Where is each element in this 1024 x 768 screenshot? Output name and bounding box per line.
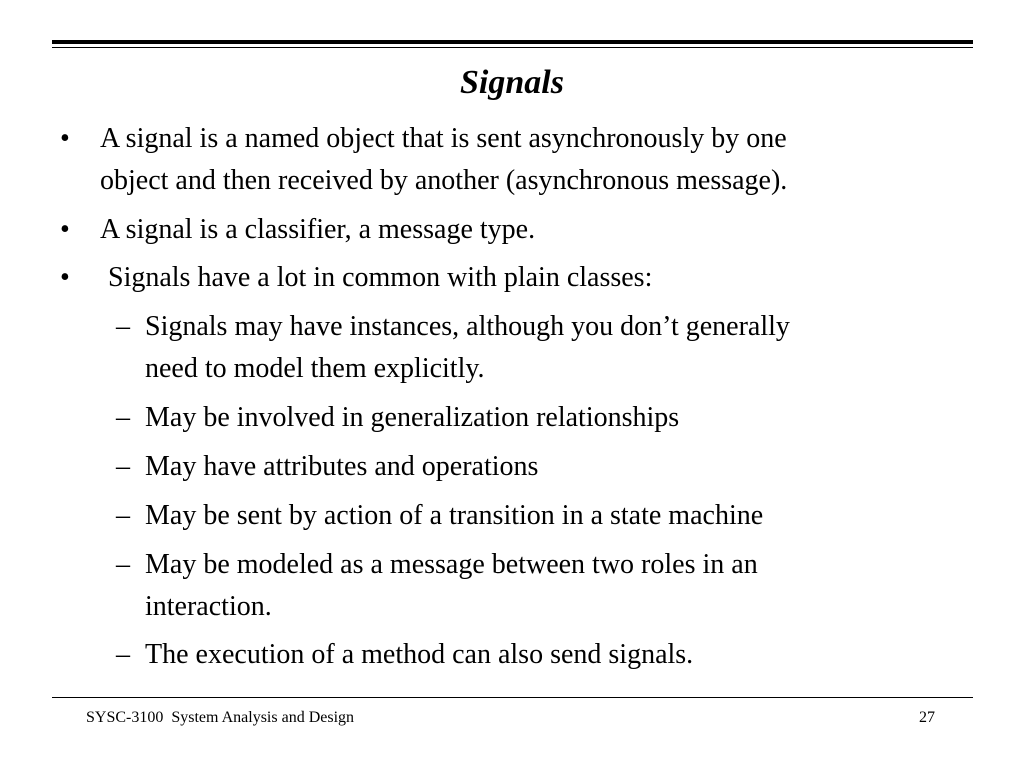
subitem-1-line-2: need to model them explicitly. bbox=[145, 353, 485, 384]
dash-marker: – bbox=[116, 311, 130, 342]
subitem-5-line-2: interaction. bbox=[145, 591, 272, 622]
subitem-1-line-1: Signals may have instances, although you don’t generally bbox=[145, 311, 790, 342]
subitem-2-line-1: May be involved in generalization relationships bbox=[145, 402, 680, 433]
bullet-marker: • bbox=[60, 214, 70, 245]
page-number: 27 bbox=[919, 709, 935, 726]
slide-title: Signals bbox=[460, 64, 564, 101]
bullet-marker: • bbox=[60, 123, 70, 154]
bullet-marker: • bbox=[60, 262, 70, 293]
footer-rule bbox=[52, 697, 973, 698]
header-rule-thin bbox=[52, 47, 973, 48]
footer-course-title: SYSC-3100 System Analysis and Design bbox=[86, 709, 355, 726]
dash-marker: – bbox=[116, 451, 130, 482]
header-rule-thick bbox=[52, 40, 973, 44]
bullet-2-line-1: A signal is a classifier, a message type. bbox=[100, 214, 536, 245]
subitem-5-line-1: May be modeled as a message between two roles in an bbox=[145, 549, 758, 580]
bullet-3-line-1: Signals have a lot in common with plain classes: bbox=[108, 262, 653, 293]
subitem-4-line-1: May be sent by action of a transition in a state machine bbox=[145, 500, 764, 531]
subitem-3-line-1: May have attributes and operations bbox=[145, 451, 539, 482]
dash-marker: – bbox=[116, 402, 130, 433]
dash-marker: – bbox=[116, 549, 130, 580]
dash-marker: – bbox=[116, 500, 130, 531]
bullet-1-line-2: object and then received by another (asynchronous message). bbox=[100, 165, 788, 196]
dash-marker: – bbox=[116, 639, 130, 670]
subitem-6-line-1: The execution of a method can also send signals. bbox=[145, 639, 694, 670]
bullet-1-line-1: A signal is a named object that is sent asynchronously by one bbox=[100, 123, 787, 154]
